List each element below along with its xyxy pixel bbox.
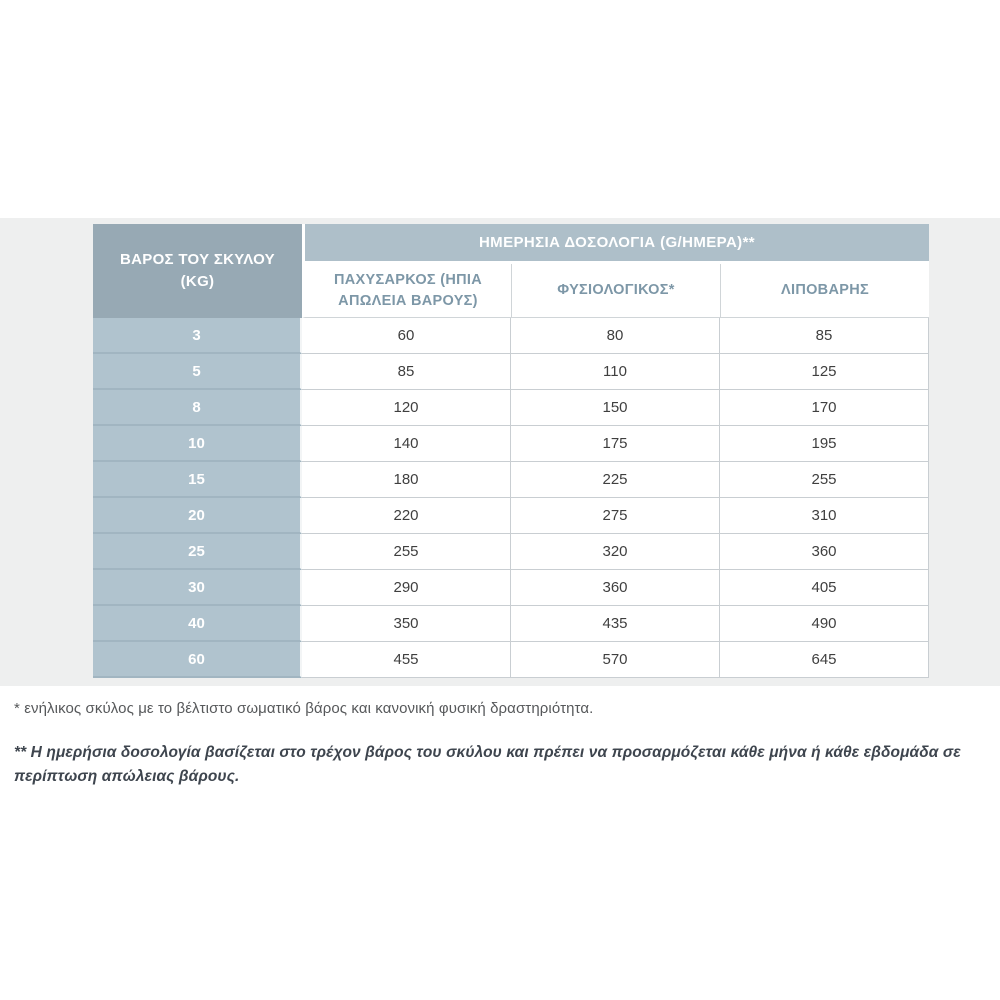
weight-cell: 20	[93, 498, 302, 534]
dosage-value-cell: 435	[511, 606, 720, 642]
footnote-normal-weight: * ενήλικος σκύλος με το βέλτιστο σωματικό βάρος και κανονική φυσική δραστηριότητα.	[14, 700, 594, 717]
table-row	[93, 354, 929, 390]
weight-column-header: ΒΑΡΟΣ ΤΟΥ ΣΚΥΛΟΥ (KG)	[93, 224, 302, 318]
header-row-top	[93, 224, 929, 264]
table-row	[93, 426, 929, 462]
dosage-value-cell: 350	[302, 606, 511, 642]
dosage-value-cell: 360	[511, 570, 720, 606]
weight-cell: 3	[93, 318, 302, 354]
dosage-table-section	[0, 218, 1000, 686]
dosage-value-cell: 220	[302, 498, 511, 534]
footnotes-section	[0, 686, 1000, 789]
dosage-value-cell: 255	[720, 462, 929, 498]
table-row	[93, 534, 929, 570]
weight-cell: 5	[93, 354, 302, 390]
dosage-value-cell: 255	[302, 534, 511, 570]
dosage-value-cell: 175	[511, 426, 720, 462]
table-row	[93, 318, 929, 354]
dosage-value-cell: 120	[302, 390, 511, 426]
dosage-value-cell: 125	[720, 354, 929, 390]
dosage-value-cell: 80	[511, 318, 720, 354]
dosage-value-cell: 645	[720, 642, 929, 678]
dosage-value-cell: 360	[720, 534, 929, 570]
weight-cell: 8	[93, 390, 302, 426]
dosage-table-head	[93, 224, 929, 318]
table-row	[93, 462, 929, 498]
table-row	[93, 390, 929, 426]
dosage-value-cell: 490	[720, 606, 929, 642]
weight-cell: 10	[93, 426, 302, 462]
dosage-value-cell: 195	[720, 426, 929, 462]
weight-cell: 15	[93, 462, 302, 498]
weight-cell: 40	[93, 606, 302, 642]
dosage-value-cell: 310	[720, 498, 929, 534]
dosage-value-cell: 140	[302, 426, 511, 462]
dosage-value-cell: 60	[302, 318, 511, 354]
weight-cell: 25	[93, 534, 302, 570]
dosage-value-cell: 405	[720, 570, 929, 606]
dosage-value-cell: 320	[511, 534, 720, 570]
sub-header-0: ΠΑΧΥΣΑΡΚΟΣ (ΗΠΙΑ ΑΠΩΛΕΙΑ ΒΑΡΟΥΣ)	[302, 264, 511, 318]
dosage-value-cell: 180	[302, 462, 511, 498]
dosage-value-cell: 290	[302, 570, 511, 606]
table-row	[93, 570, 929, 606]
dosage-table	[93, 224, 929, 678]
weight-cell: 60	[93, 642, 302, 678]
sub-header-2: ΛΙΠΟΒΑΡΗΣ	[720, 264, 929, 318]
footnote-dosage-basis: ** Η ημερήσια δοσολογία βασίζεται στο τρέχον βάρος του σκύλου και πρέπει να προσαρμόζεται κάθε μήνα ή κάθε εβδομάδα σε περίπτωση απώλειας βάρους.	[14, 744, 961, 786]
dosage-value-cell: 85	[302, 354, 511, 390]
table-row	[93, 642, 929, 678]
dosage-value-cell: 225	[511, 462, 720, 498]
dosage-value-cell: 570	[511, 642, 720, 678]
dosage-table-body	[93, 318, 929, 678]
daily-dosage-merged-header: ΗΜΕΡΗΣΙΑ ΔΟΣΟΛΟΓΙΑ (G/ΗΜΕΡΑ)**	[302, 224, 929, 264]
sub-header-1: ΦΥΣΙΟΛΟΓΙΚΟΣ*	[511, 264, 720, 318]
dosage-value-cell: 170	[720, 390, 929, 426]
dosage-value-cell: 150	[511, 390, 720, 426]
weight-cell: 30	[93, 570, 302, 606]
dosage-value-cell: 275	[511, 498, 720, 534]
table-row	[93, 498, 929, 534]
top-whitespace	[0, 0, 1000, 218]
table-row	[93, 606, 929, 642]
dosage-value-cell: 85	[720, 318, 929, 354]
dosage-value-cell: 455	[302, 642, 511, 678]
dosage-value-cell: 110	[511, 354, 720, 390]
